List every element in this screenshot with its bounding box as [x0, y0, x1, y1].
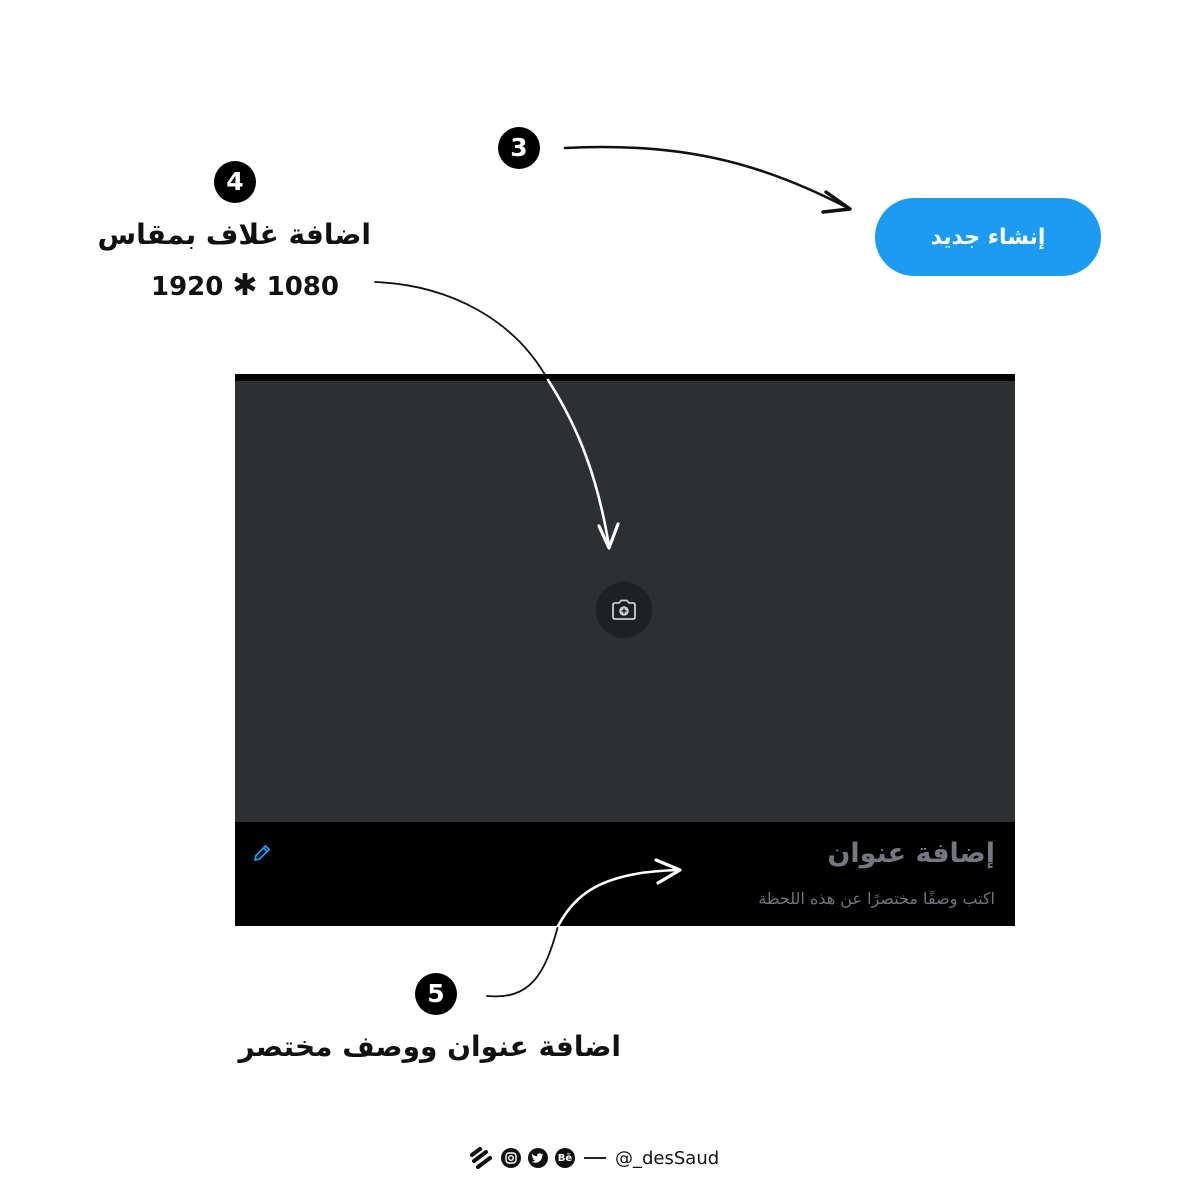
arrow-step-3	[565, 147, 848, 208]
step-4-caption-line2: 1920 ✱ 1080	[151, 268, 339, 303]
arrow-step-4-outer	[375, 282, 548, 380]
author-handle[interactable]: @_desSaud	[615, 1147, 720, 1169]
step-4-caption-line1: اضافة غلاف بمقاس	[97, 218, 371, 251]
arrow-step-5-outer	[487, 926, 558, 996]
cover-area[interactable]	[235, 381, 1015, 822]
twitter-icon[interactable]	[528, 1148, 548, 1168]
create-new-button[interactable]: إنشاء جديد	[875, 198, 1101, 276]
camera-plus-icon	[611, 598, 637, 622]
card-footer	[235, 822, 1015, 926]
add-cover-button[interactable]	[596, 582, 652, 638]
author-signature	[468, 1146, 719, 1170]
arrow-step-3-head	[823, 192, 850, 212]
slashes-logo-icon	[468, 1147, 494, 1169]
separator-dash	[584, 1157, 606, 1159]
behance-icon[interactable]: Bē	[555, 1148, 575, 1168]
pencil-icon[interactable]	[251, 842, 273, 864]
moment-card	[235, 374, 1015, 926]
instagram-icon[interactable]	[501, 1148, 521, 1168]
step-5-badge: 5	[415, 973, 457, 1015]
step-4-badge: 4	[214, 161, 256, 203]
step-5-caption: اضافة عنوان ووصف مختصر	[238, 1030, 621, 1063]
title-input[interactable]: إضافة عنوان	[827, 838, 995, 869]
description-input[interactable]: اكتب وصفًا مختصرًا عن هذه اللحظة	[758, 889, 995, 908]
step-3-badge: 3	[498, 127, 540, 169]
